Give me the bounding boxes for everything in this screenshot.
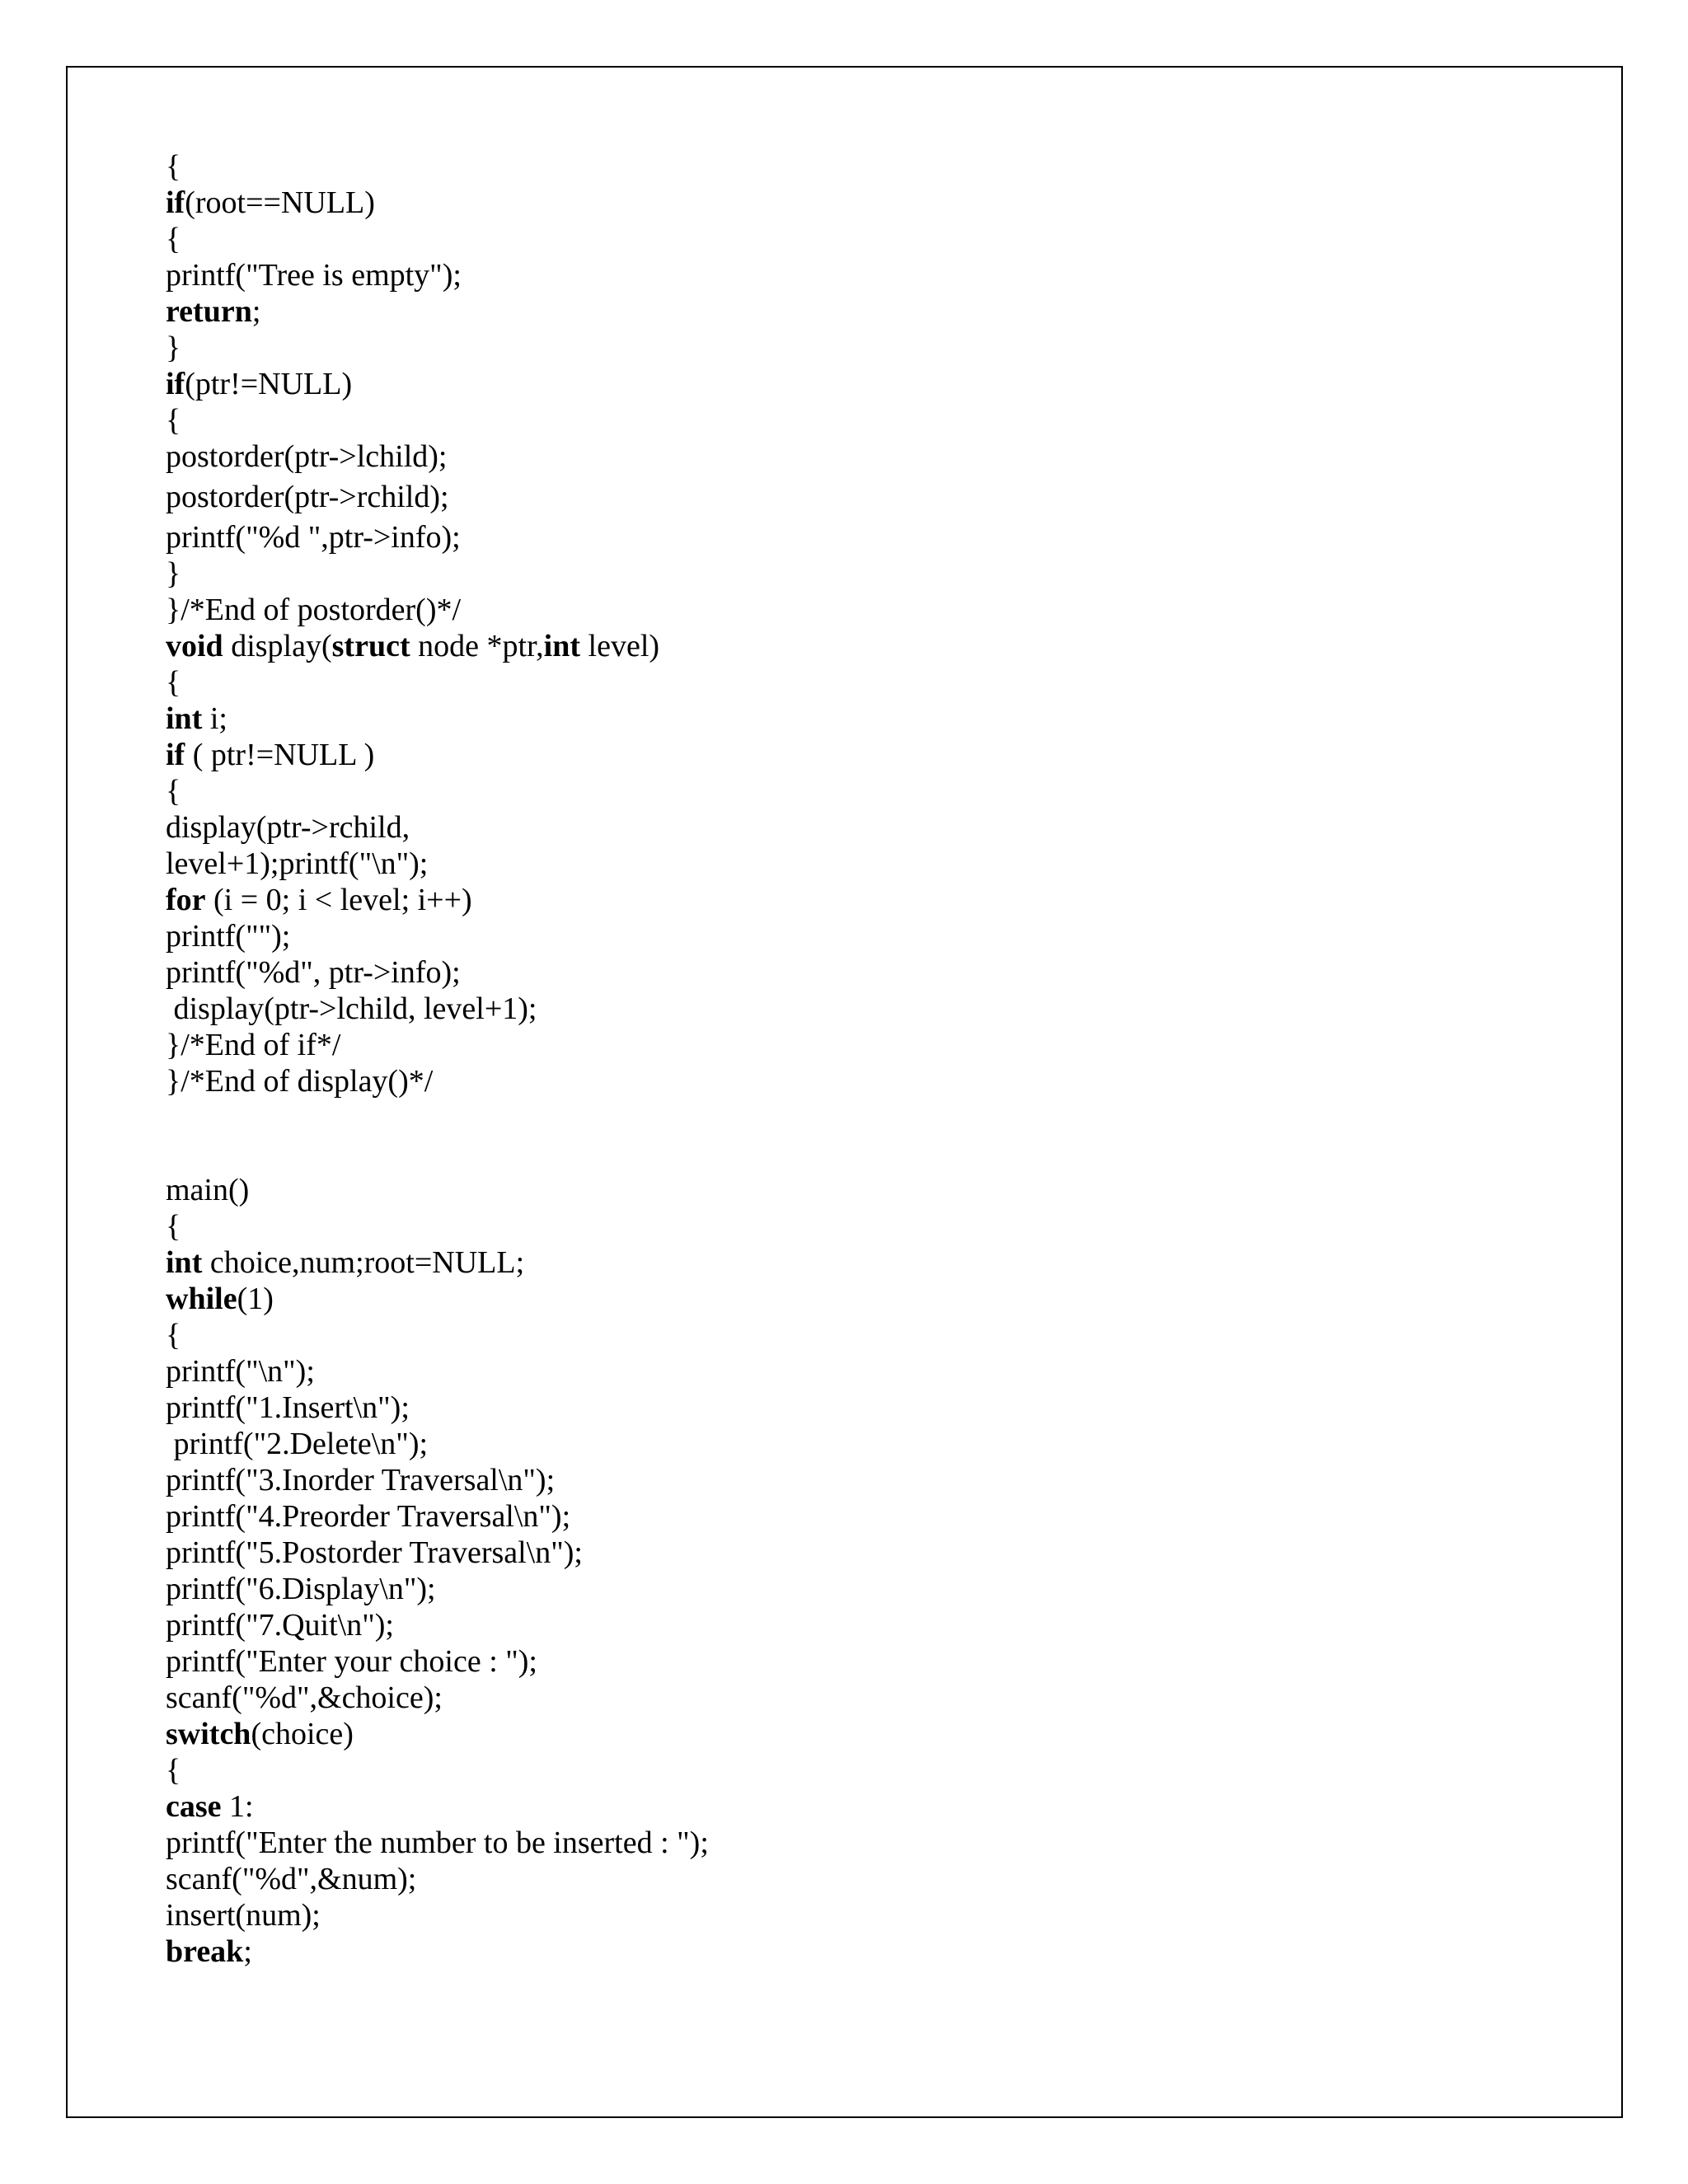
code-text: i;	[202, 701, 227, 736]
code-line	[166, 221, 709, 257]
code-text: (choice)	[251, 1717, 354, 1751]
code-text: {	[166, 1753, 181, 1788]
code-text: {	[166, 149, 181, 184]
code-keyword: int	[543, 629, 581, 663]
code-line	[166, 664, 709, 701]
code-text: choice,num;root=NULL;	[202, 1245, 525, 1280]
code-text: printf("3.Inorder Traversal\n");	[166, 1463, 556, 1497]
code-line	[166, 773, 709, 809]
code-line	[166, 330, 709, 366]
code-keyword: return	[166, 294, 252, 329]
code-line	[166, 1390, 709, 1426]
code-line	[166, 1825, 709, 1861]
code-text: printf("Enter your choice : ");	[166, 1644, 537, 1679]
code-text: {	[166, 774, 181, 808]
code-text: node *ptr,	[410, 629, 544, 663]
code-text: {	[166, 403, 181, 438]
code-text: printf("Tree is empty");	[166, 258, 462, 293]
code-line	[166, 809, 709, 846]
code-line	[166, 475, 709, 519]
code-line	[166, 1607, 709, 1643]
code-text: postorder(ptr->lchild);	[166, 439, 448, 474]
code-line	[166, 592, 709, 628]
code-line	[166, 1063, 709, 1099]
code-line	[166, 185, 709, 221]
code-text: ;	[243, 1934, 252, 1969]
code-line	[166, 882, 709, 918]
blank-line	[166, 1136, 709, 1172]
code-text: (i = 0; i < level; i++)	[205, 883, 472, 917]
code-text: printf("1.Insert\n");	[166, 1390, 410, 1425]
code-text: (root==NULL)	[185, 185, 375, 220]
code-text: printf("");	[166, 919, 291, 954]
code-keyword: if	[166, 185, 185, 220]
code-line	[166, 438, 709, 475]
code-text: display(ptr->rchild,	[166, 810, 410, 845]
code-line	[166, 954, 709, 991]
code-text: {	[166, 222, 181, 256]
code-text: ;	[251, 294, 261, 329]
code-keyword: if	[166, 367, 185, 401]
code-keyword: for	[166, 883, 206, 917]
code-keyword: switch	[166, 1717, 251, 1751]
code-line	[166, 991, 709, 1027]
code-text: printf("7.Quit\n");	[166, 1608, 394, 1643]
code-line	[166, 846, 709, 882]
code-line	[166, 1353, 709, 1390]
code-line	[166, 1933, 709, 1970]
code-line	[166, 1317, 709, 1353]
code-text: }/*End of postorder()*/	[166, 593, 462, 627]
code-line	[166, 1897, 709, 1933]
code-text: printf("%d", ptr->info);	[166, 955, 461, 990]
code-text: printf("%d ",ptr->info);	[166, 520, 461, 555]
code-line	[166, 918, 709, 954]
code-keyword: break	[166, 1934, 244, 1969]
code-text: }	[166, 330, 181, 365]
code-line	[166, 1281, 709, 1317]
code-line	[166, 1861, 709, 1897]
code-text: postorder(ptr->rchild);	[166, 480, 449, 514]
code-text: {	[166, 1209, 181, 1244]
code-text: {	[166, 665, 181, 700]
code-line	[166, 1208, 709, 1244]
code-text: }	[166, 556, 181, 591]
code-line	[166, 1027, 709, 1063]
code-text: display(	[223, 629, 332, 663]
code-line	[166, 1788, 709, 1825]
code-line	[166, 701, 709, 737]
code-text: (ptr!=NULL)	[185, 367, 353, 401]
code-text: printf("5.Postorder Traversal\n");	[166, 1535, 583, 1570]
code-line	[166, 257, 709, 293]
code-keyword: struct	[331, 629, 410, 663]
code-keyword: while	[166, 1282, 237, 1316]
code-text: printf("\n");	[166, 1354, 315, 1389]
code-text: printf("6.Display\n");	[166, 1572, 436, 1606]
code-line	[166, 1535, 709, 1571]
code-line	[166, 402, 709, 438]
code-text: scanf("%d",&choice);	[166, 1680, 443, 1715]
code-line	[166, 1571, 709, 1607]
code-text: printf("Enter the number to be inserted : ");	[166, 1825, 709, 1860]
code-line	[166, 555, 709, 592]
code-keyword: int	[166, 701, 203, 736]
code-line	[166, 148, 709, 185]
code-line	[166, 1172, 709, 1208]
code-line	[166, 1752, 709, 1788]
code-text: scanf("%d",&num);	[166, 1862, 417, 1896]
code-line	[166, 737, 709, 773]
code-keyword: if	[166, 738, 185, 772]
code-line	[166, 1244, 709, 1281]
code-line	[166, 1680, 709, 1716]
code-line	[166, 1716, 709, 1752]
code-listing	[166, 148, 709, 1970]
code-text: ( ptr!=NULL )	[185, 738, 375, 772]
blank-line	[166, 1099, 709, 1136]
code-text: level+1);printf("\n");	[166, 846, 429, 881]
code-text: }/*End of display()*/	[166, 1064, 434, 1099]
code-text: {	[166, 1318, 181, 1352]
code-text: 1:	[221, 1789, 254, 1824]
code-text: display(ptr->lchild, level+1);	[166, 991, 537, 1026]
code-text: }/*End of if*/	[166, 1028, 341, 1062]
code-line	[166, 628, 709, 664]
code-line	[166, 519, 709, 555]
code-text: insert(num);	[166, 1898, 321, 1933]
code-text: (1)	[237, 1282, 274, 1316]
code-line	[166, 1426, 709, 1462]
code-line	[166, 1643, 709, 1680]
code-keyword: void	[166, 629, 223, 663]
code-line	[166, 1462, 709, 1498]
code-text: printf("4.Preorder Traversal\n");	[166, 1499, 571, 1534]
code-text: level)	[580, 629, 660, 663]
code-line	[166, 366, 709, 402]
code-line	[166, 293, 709, 330]
code-text: main()	[166, 1173, 250, 1207]
code-text: printf("2.Delete\n");	[166, 1427, 429, 1461]
code-line	[166, 1498, 709, 1535]
code-keyword: int	[166, 1245, 203, 1280]
code-keyword: case	[166, 1789, 222, 1824]
